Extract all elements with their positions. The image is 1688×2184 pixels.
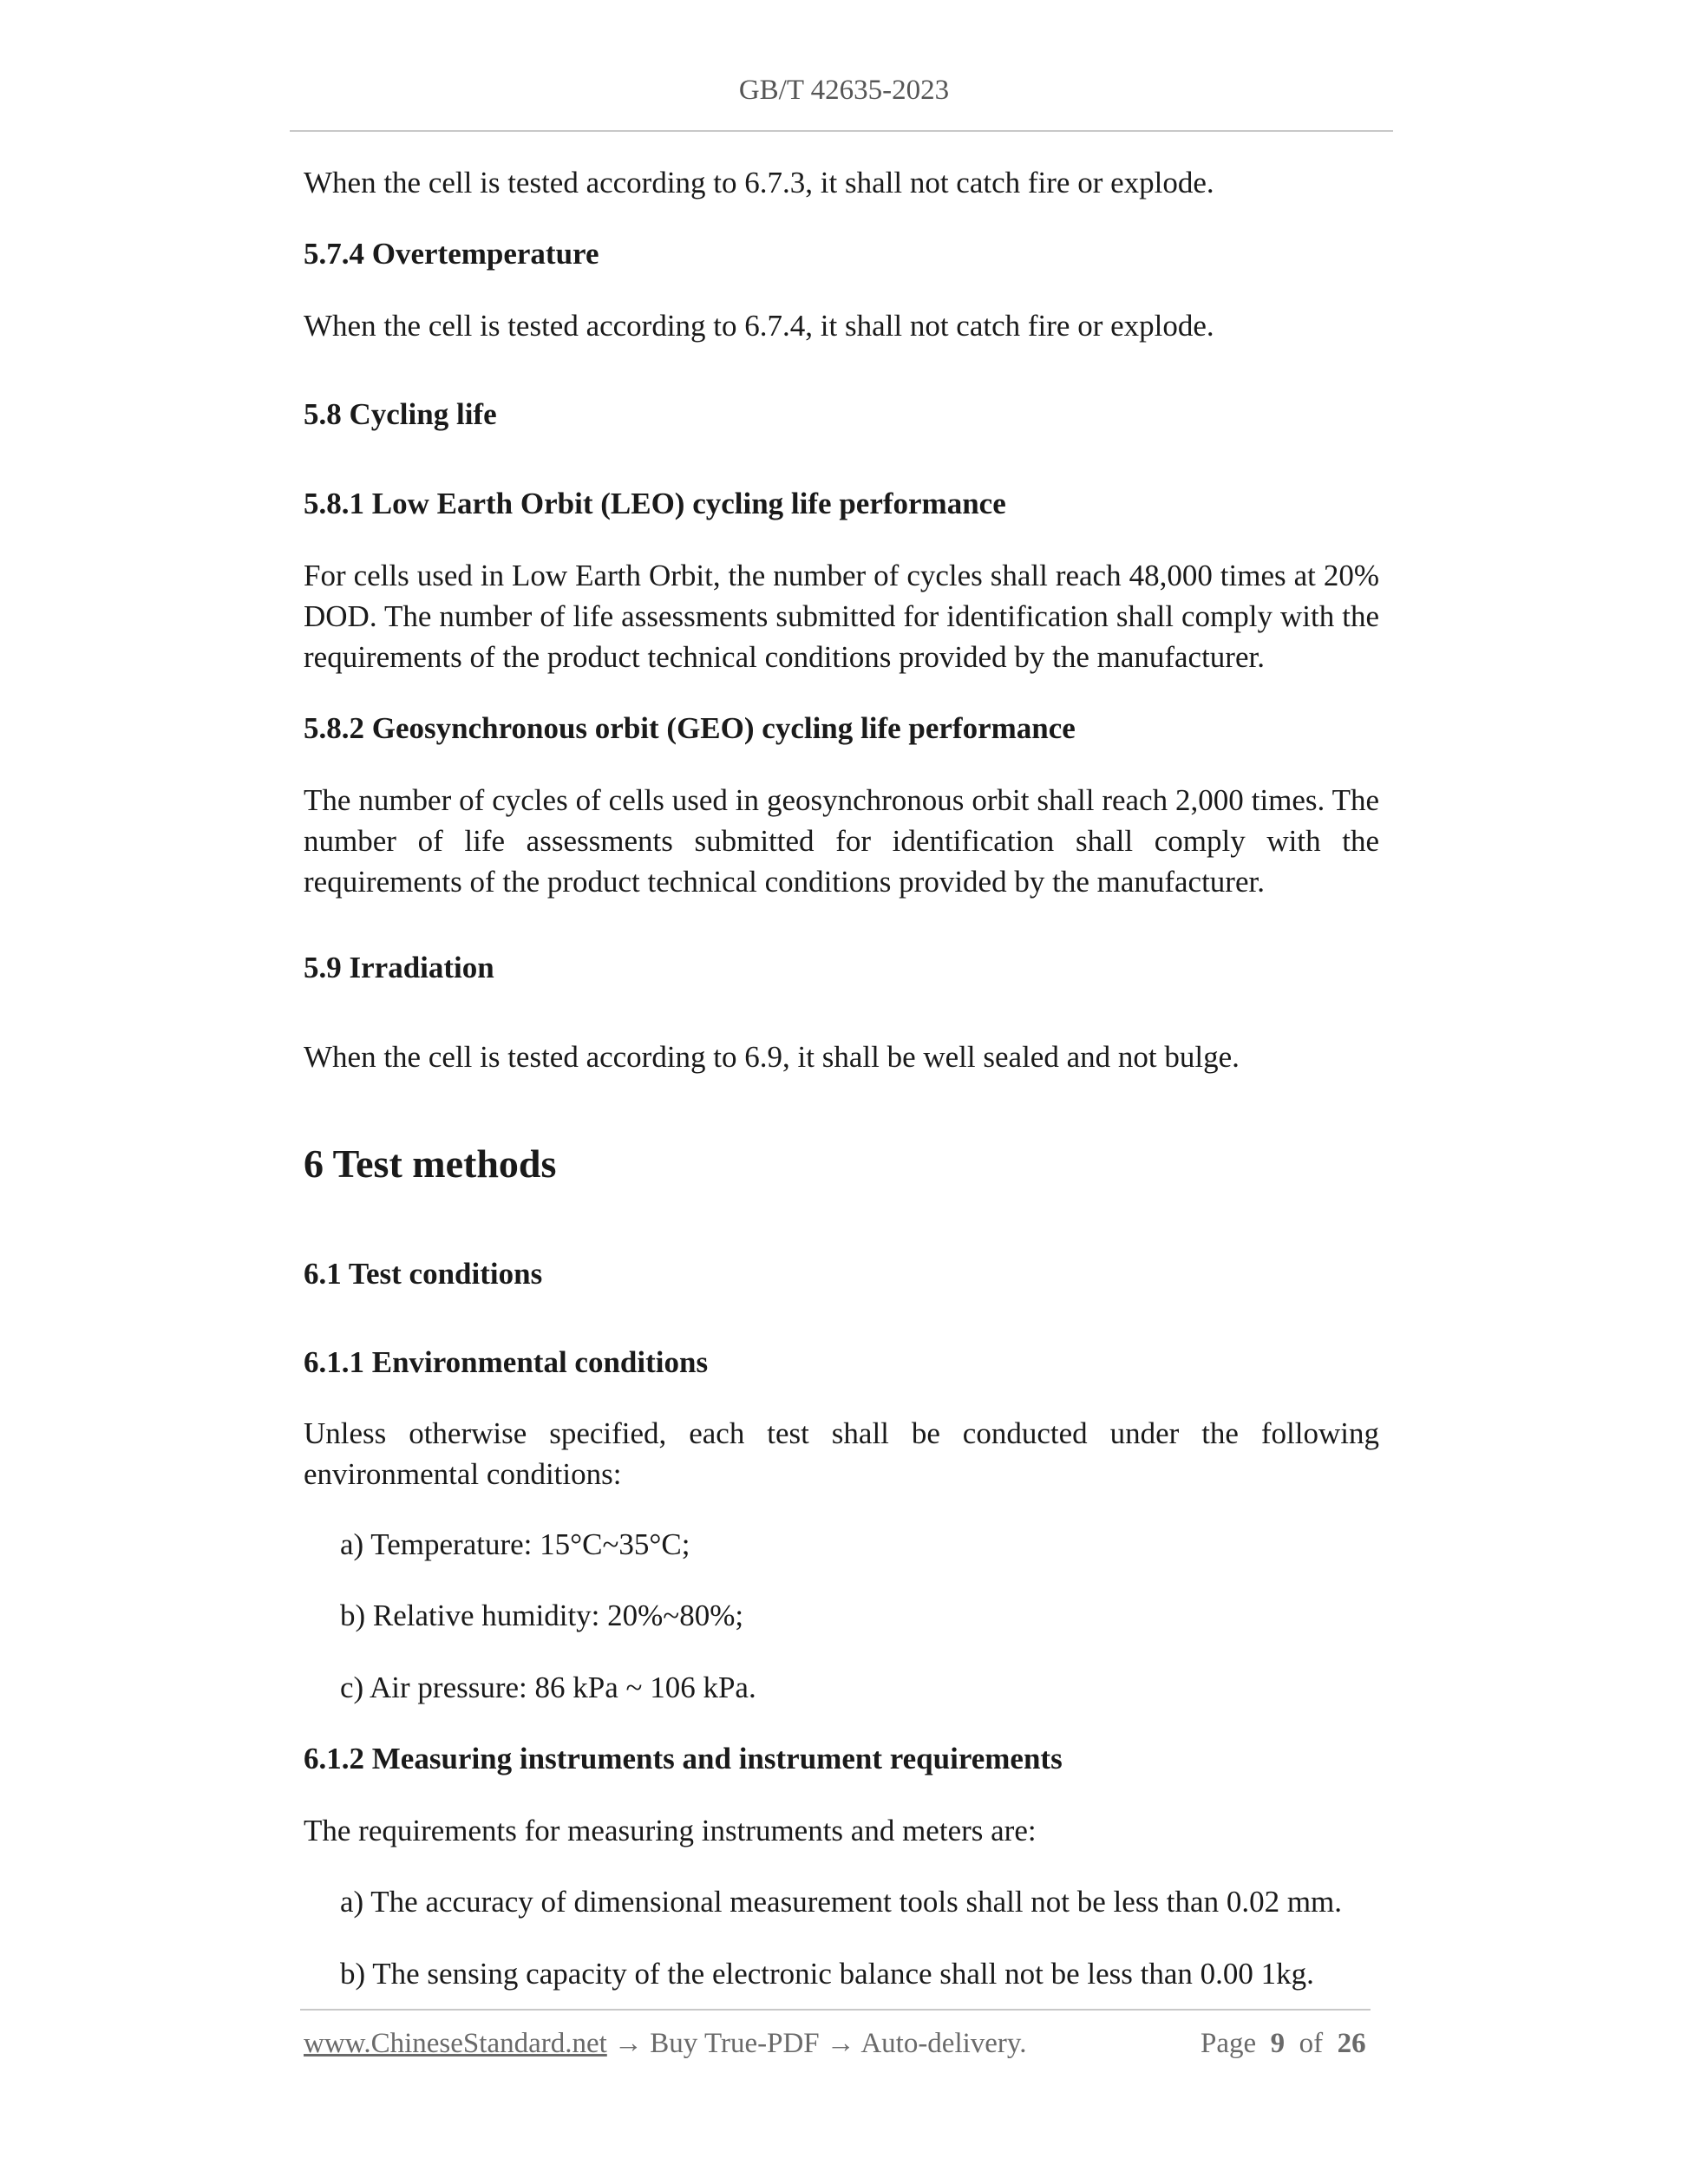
heading-5-8-1: 5.8.1 Low Earth Orbit (LEO) cycling life performance bbox=[304, 487, 1006, 520]
paragraph-5-9: When the cell is tested according to 6.9, it shall be well sealed and not bulge. bbox=[304, 1040, 1240, 1074]
page-indicator bbox=[1201, 2028, 1366, 2060]
paragraph-5-8-2: The number of cycles of cells used in geosynchronous orbit shall reach 2,000 times. The number of life assessments submitted for identification shall comply with the requirements of the product technical conditions provided by the manufacturer. bbox=[304, 783, 1379, 899]
page-label: Page bbox=[1201, 2028, 1257, 2059]
heading-6-1-1: 6.1.1 Environmental conditions bbox=[304, 1345, 709, 1379]
of-label: of bbox=[1299, 2028, 1324, 2059]
paragraph-5-7-3: When the cell is tested according to 6.7.3, it shall not catch fire or explode. bbox=[304, 166, 1214, 199]
header-divider bbox=[290, 130, 1393, 132]
list-item: b) The sensing capacity of the electronic balance shall not be less than 0.00 1kg. bbox=[340, 1957, 1314, 1991]
heading-6-1: 6.1 Test conditions bbox=[304, 1257, 543, 1291]
arrow-icon: → bbox=[614, 2028, 644, 2059]
footer-divider bbox=[300, 2009, 1371, 2011]
heading-6: 6 Test methods bbox=[304, 1141, 557, 1186]
arrow-icon: → bbox=[826, 2028, 855, 2059]
page-number: 9 bbox=[1270, 2028, 1286, 2059]
buy-pdf-text: Buy True-PDF bbox=[650, 2028, 820, 2059]
heading-5-8-2: 5.8.2 Geosynchronous orbit (GEO) cycling life performance bbox=[304, 711, 1076, 745]
auto-delivery-text: Auto-delivery. bbox=[860, 2028, 1027, 2059]
website-link[interactable]: www.ChineseStandard.net bbox=[304, 2028, 607, 2059]
header-standard-number: GB/T 42635-2023 bbox=[738, 75, 950, 106]
list-item: a) The accuracy of dimensional measurement tools shall not be less than 0.02 mm. bbox=[340, 1885, 1343, 1919]
page-total: 26 bbox=[1337, 2028, 1366, 2059]
paragraph-6-1-1: Unless otherwise specified, each test shall be conducted under the following environmental conditions: bbox=[304, 1416, 1379, 1491]
heading-5-8: 5.8 Cycling life bbox=[304, 397, 497, 431]
list-item: c) Air pressure: 86 kPa ~ 106 kPa. bbox=[340, 1671, 756, 1704]
paragraph-6-1-2: The requirements for measuring instruments and meters are: bbox=[304, 1814, 1037, 1847]
paragraph-5-7-4: When the cell is tested according to 6.7.4, it shall not catch fire or explode. bbox=[304, 309, 1214, 343]
heading-5-9: 5.9 Irradiation bbox=[304, 951, 494, 984]
heading-5-7-4: 5.7.4 Overtemperature bbox=[304, 237, 599, 271]
paragraph-5-8-1: For cells used in Low Earth Orbit, the number of cycles shall reach 48,000 times at 20% DOD. The number of life assessments submitted for identification shall comply with the requirements of the product technical conditions provided by the manufacturer. bbox=[304, 559, 1379, 674]
heading-6-1-2: 6.1.2 Measuring instruments and instrument requirements bbox=[304, 1742, 1063, 1775]
footer-promo bbox=[304, 2028, 1027, 2060]
list-item: b) Relative humidity: 20%~80%; bbox=[340, 1599, 744, 1632]
list-item: a) Temperature: 15°C~35°C; bbox=[340, 1527, 690, 1561]
